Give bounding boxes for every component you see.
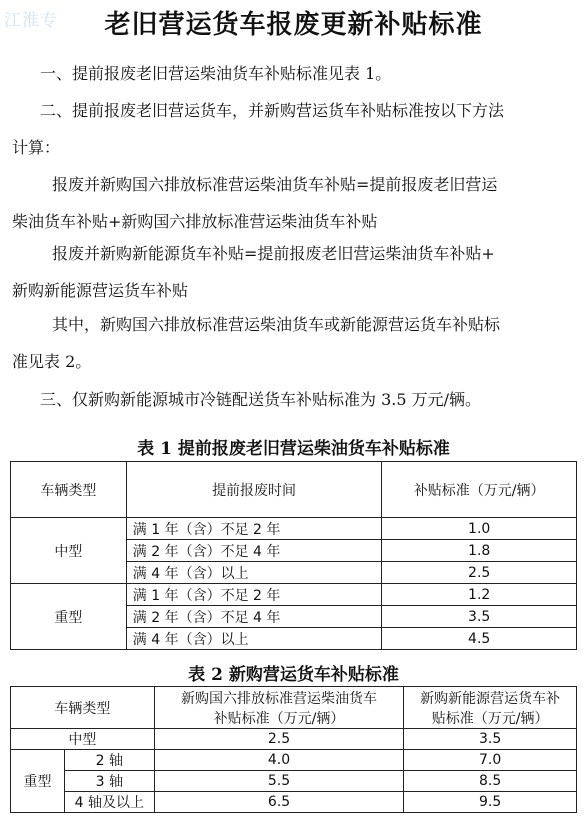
table1-header-row xyxy=(11,462,577,518)
vehicle-type-cell: 重型 xyxy=(11,750,65,813)
table2-caption: 表 2 新购营运货车补贴标准 xyxy=(188,665,399,685)
value-cell: 9.5 xyxy=(404,792,577,813)
axle-cell: 4 轴及以上 xyxy=(64,792,154,813)
table2 xyxy=(10,686,577,813)
value-cell: 1.2 xyxy=(382,584,577,606)
table1 xyxy=(10,461,577,650)
value-cell: 2.5 xyxy=(154,729,404,750)
time-cell: 满 2 年（含）不足 4 年 xyxy=(126,606,382,628)
time-cell: 满 2 年（含）不足 4 年 xyxy=(126,540,382,562)
value-cell: 1.0 xyxy=(382,518,577,540)
axle-cell: 3 轴 xyxy=(64,771,154,792)
time-cell: 满 1 年（含）不足 2 年 xyxy=(126,518,382,540)
table-row xyxy=(11,584,577,606)
paragraph-6: 三、仅新购新能源城市冷链配送货车补贴标准为 3.5 万元/辆。 xyxy=(40,390,482,409)
table-row xyxy=(11,518,577,540)
table2-header-line: 补贴标准（万元/辆） xyxy=(213,710,345,727)
vehicle-type-cell: 重型 xyxy=(11,584,127,650)
watermark: 江淮专 xyxy=(4,11,58,31)
vehicle-type-cell: 中型 xyxy=(11,729,155,750)
table2-header-line: 贴标准（万元/辆） xyxy=(431,710,549,727)
time-cell: 满 1 年（含）不足 2 年 xyxy=(126,584,382,606)
value-cell: 8.5 xyxy=(404,771,577,792)
table2-header-line: 新购国六排放标准营运柴油货车 xyxy=(181,690,377,707)
table1-header: 补贴标准（万元/辆） xyxy=(382,462,577,518)
paragraph-5: 其中，新购国六排放标准营运柴油货车或新能源营运货车补贴标 准见表 2。 xyxy=(12,315,501,371)
table2-header xyxy=(404,687,577,729)
page-title: 老旧营运货车报废更新补贴标准 xyxy=(104,10,483,40)
table-row xyxy=(11,792,577,813)
vehicle-type-cell: 中型 xyxy=(11,518,127,584)
axle-cell: 2 轴 xyxy=(64,750,154,771)
paragraph-3: 报废并新购国六排放标准营运柴油货车补贴=提前报废老旧营运 柴油货车补贴+新购国六排放标准营运柴油货车补贴 xyxy=(12,175,498,231)
value-cell: 5.5 xyxy=(154,771,404,792)
time-cell: 满 4 年（含）以上 xyxy=(126,628,382,650)
table2-header: 车辆类型 xyxy=(11,687,155,729)
table1-header: 车辆类型 xyxy=(11,462,127,518)
table1-caption: 表 1 提前报废老旧营运柴油货车补贴标准 xyxy=(137,439,450,459)
value-cell: 7.0 xyxy=(404,750,577,771)
table1-header: 提前报废时间 xyxy=(126,462,382,518)
paragraph-1: 一、提前报废老旧营运柴油货车补贴标准见表 1。 xyxy=(40,64,392,83)
value-cell: 4.5 xyxy=(382,628,577,650)
value-cell: 2.5 xyxy=(382,562,577,584)
table2-header xyxy=(154,687,404,729)
table2-header-line: 新购新能源营运货车补 xyxy=(420,690,561,707)
table-row xyxy=(11,771,577,792)
paragraph-4: 报废并新购新能源货车补贴=提前报废老旧营运柴油货车补贴+ 新购新能源营运货车补贴 xyxy=(12,244,495,300)
paragraph-2: 二、提前报废老旧营运货车，并新购营运货车补贴标准按以下方法 计算： xyxy=(12,101,505,157)
table-row xyxy=(11,750,577,771)
table-row xyxy=(11,729,577,750)
value-cell: 3.5 xyxy=(404,729,577,750)
table2-header-row xyxy=(11,687,577,729)
value-cell: 1.8 xyxy=(382,540,577,562)
value-cell: 3.5 xyxy=(382,606,577,628)
value-cell: 6.5 xyxy=(154,792,404,813)
value-cell: 4.0 xyxy=(154,750,404,771)
time-cell: 满 4 年（含）以上 xyxy=(126,562,382,584)
